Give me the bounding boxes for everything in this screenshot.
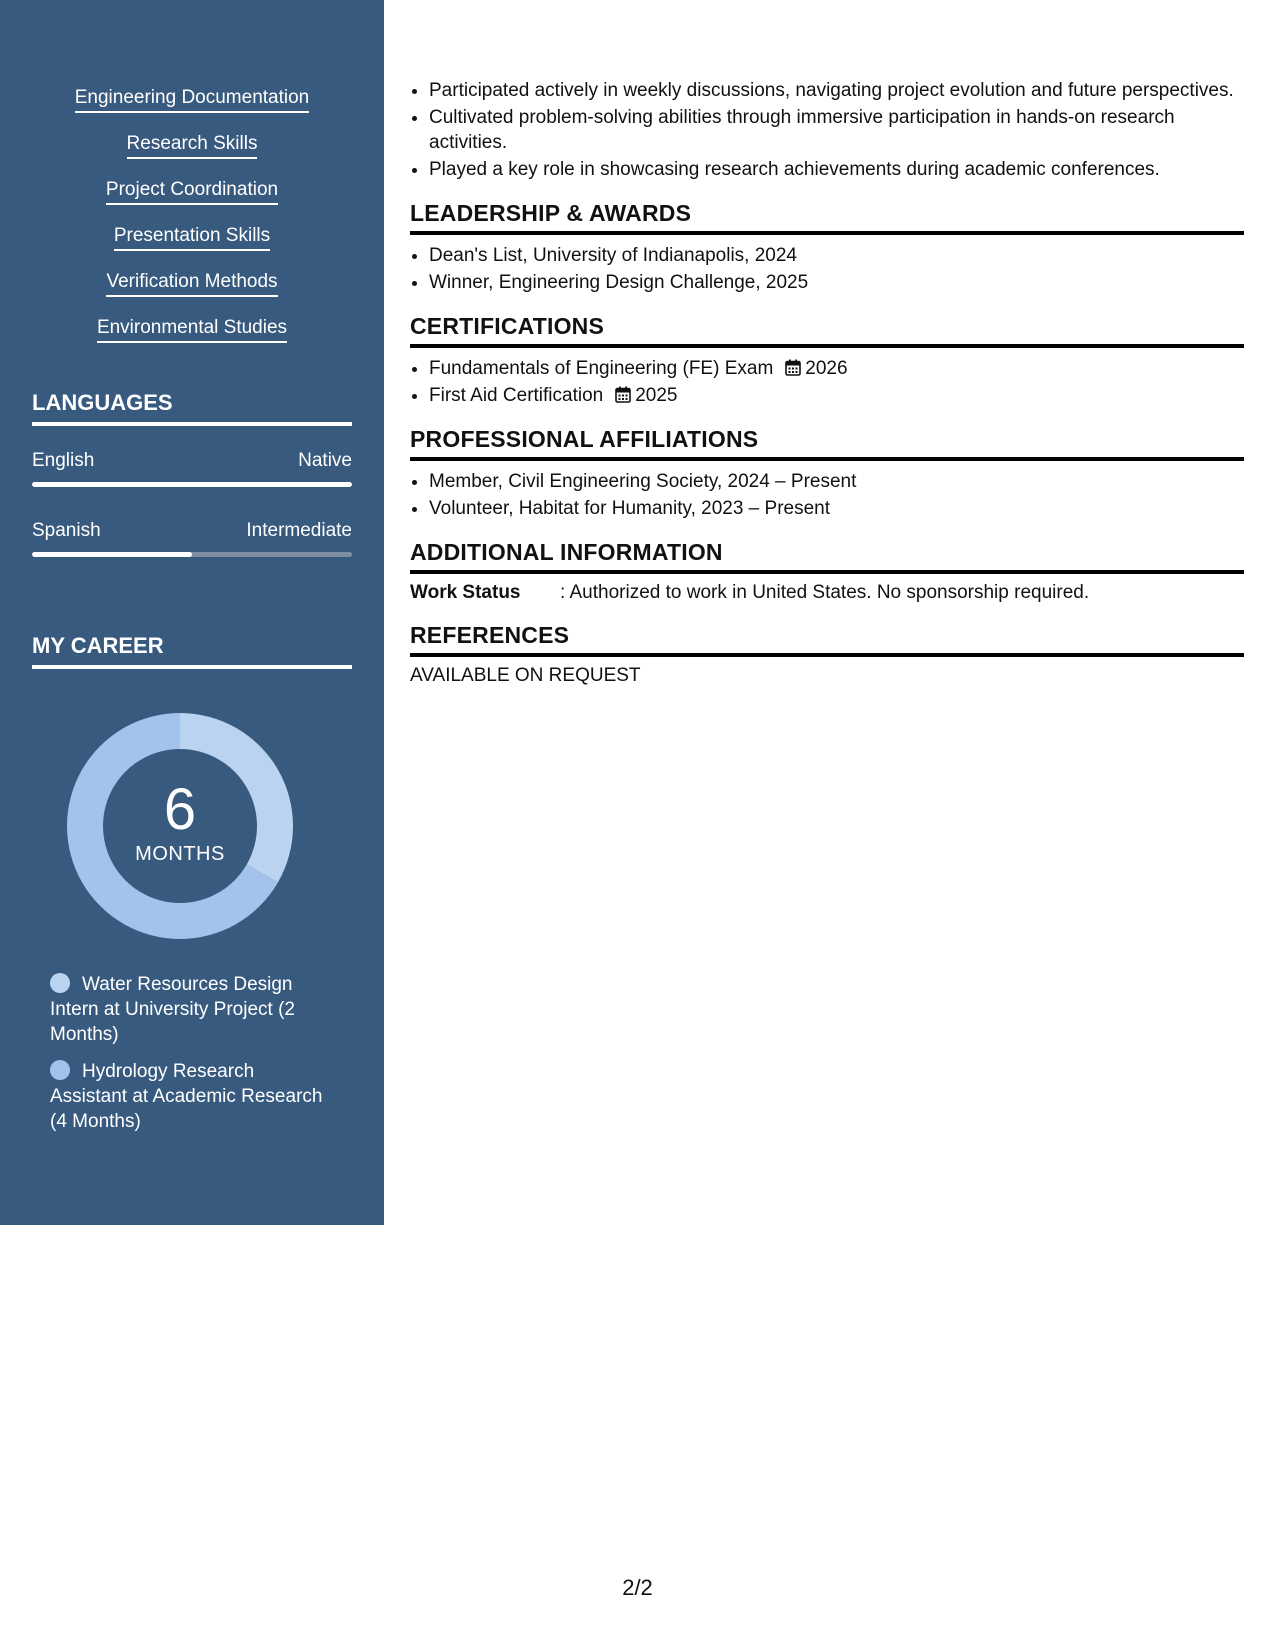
language-bar-fill (32, 552, 192, 557)
bullet-item: • Played a key role in showcasing research achievements during academic conferences. (429, 157, 1244, 182)
career-item-text: Water Resources Design Intern at University Project (2 Months) (50, 974, 295, 1045)
career-unit: MONTHS (135, 842, 225, 865)
skill-item: Engineering Documentation (75, 86, 310, 113)
main-content (410, 78, 1244, 687)
certifications-list (410, 356, 1244, 408)
language-level: Native (298, 450, 352, 471)
bullet-item: • Winner, Engineering Design Challenge, 2025 (429, 270, 1244, 295)
references-heading: REFERENCES (410, 622, 1244, 657)
career-donut (66, 712, 294, 940)
references-text: AVAILABLE ON REQUEST (410, 665, 641, 686)
career-item (50, 972, 330, 1047)
additional-info-heading: ADDITIONAL INFORMATION (410, 539, 1244, 574)
leadership-list (410, 243, 1244, 295)
language-row-english (32, 450, 352, 472)
bullet-item: • Participated actively in weekly discussions, navigating project evolution and future perspectives. (429, 78, 1244, 103)
donut-center (66, 712, 294, 940)
bullet-item: • Dean's List, University of Indianapolis, 2024 (429, 243, 1244, 268)
skill-item: Verification Methods (106, 270, 277, 297)
work-status-value: : Authorized to work in United States. No sponsorship required. (560, 582, 1090, 603)
page-number: 2/2 (622, 1575, 653, 1600)
language-bar-spanish (32, 552, 352, 557)
career-total: 6 (163, 776, 197, 842)
bullet-item: • Member, Civil Engineering Society, 2024 – Present (429, 469, 1244, 494)
leadership-heading: LEADERSHIP & AWARDS (410, 200, 1244, 235)
calendar-icon (785, 359, 801, 376)
bullet-item: • Cultivated problem-solving abilities through immersive participation in hands-on research activities. (429, 105, 1244, 155)
skills-list (0, 86, 384, 362)
certifications-heading: CERTIFICATIONS (410, 313, 1244, 348)
affiliations-heading: PROFESSIONAL AFFILIATIONS (410, 426, 1244, 461)
calendar-icon (615, 386, 631, 403)
certification-year: 2026 (805, 358, 848, 379)
certification-item (429, 356, 1244, 381)
career-item (50, 1059, 330, 1134)
career-heading: MY CAREER (32, 633, 352, 669)
certification-item (429, 383, 1244, 408)
sidebar (0, 0, 384, 1225)
certification-year: 2025 (635, 385, 678, 406)
legend-dot (50, 1060, 70, 1080)
skill-item: Environmental Studies (97, 316, 287, 343)
work-status-row (410, 582, 1244, 604)
language-level: Intermediate (246, 520, 352, 541)
language-row-spanish (32, 520, 352, 542)
language-name: Spanish (32, 520, 101, 541)
skill-item: Research Skills (127, 132, 258, 159)
experience-bullets (410, 78, 1244, 182)
language-bar-english (32, 482, 352, 487)
affiliations-list (410, 469, 1244, 521)
skill-item: Presentation Skills (114, 224, 270, 251)
language-name: English (32, 450, 95, 471)
legend-dot (50, 973, 70, 993)
languages-heading: LANGUAGES (32, 390, 352, 426)
career-legend (50, 972, 330, 1146)
certification-name: Fundamentals of Engineering (FE) Exam (429, 358, 774, 379)
bullet-item: • Volunteer, Habitat for Humanity, 2023 – Present (429, 496, 1244, 521)
skill-item: Project Coordination (106, 178, 278, 205)
work-status-label: Work Status (410, 582, 521, 603)
certification-name: First Aid Certification (429, 385, 604, 406)
language-bar-fill (32, 482, 352, 487)
career-item-text: Hydrology Research Assistant at Academic Research (4 Months) (50, 1061, 323, 1132)
